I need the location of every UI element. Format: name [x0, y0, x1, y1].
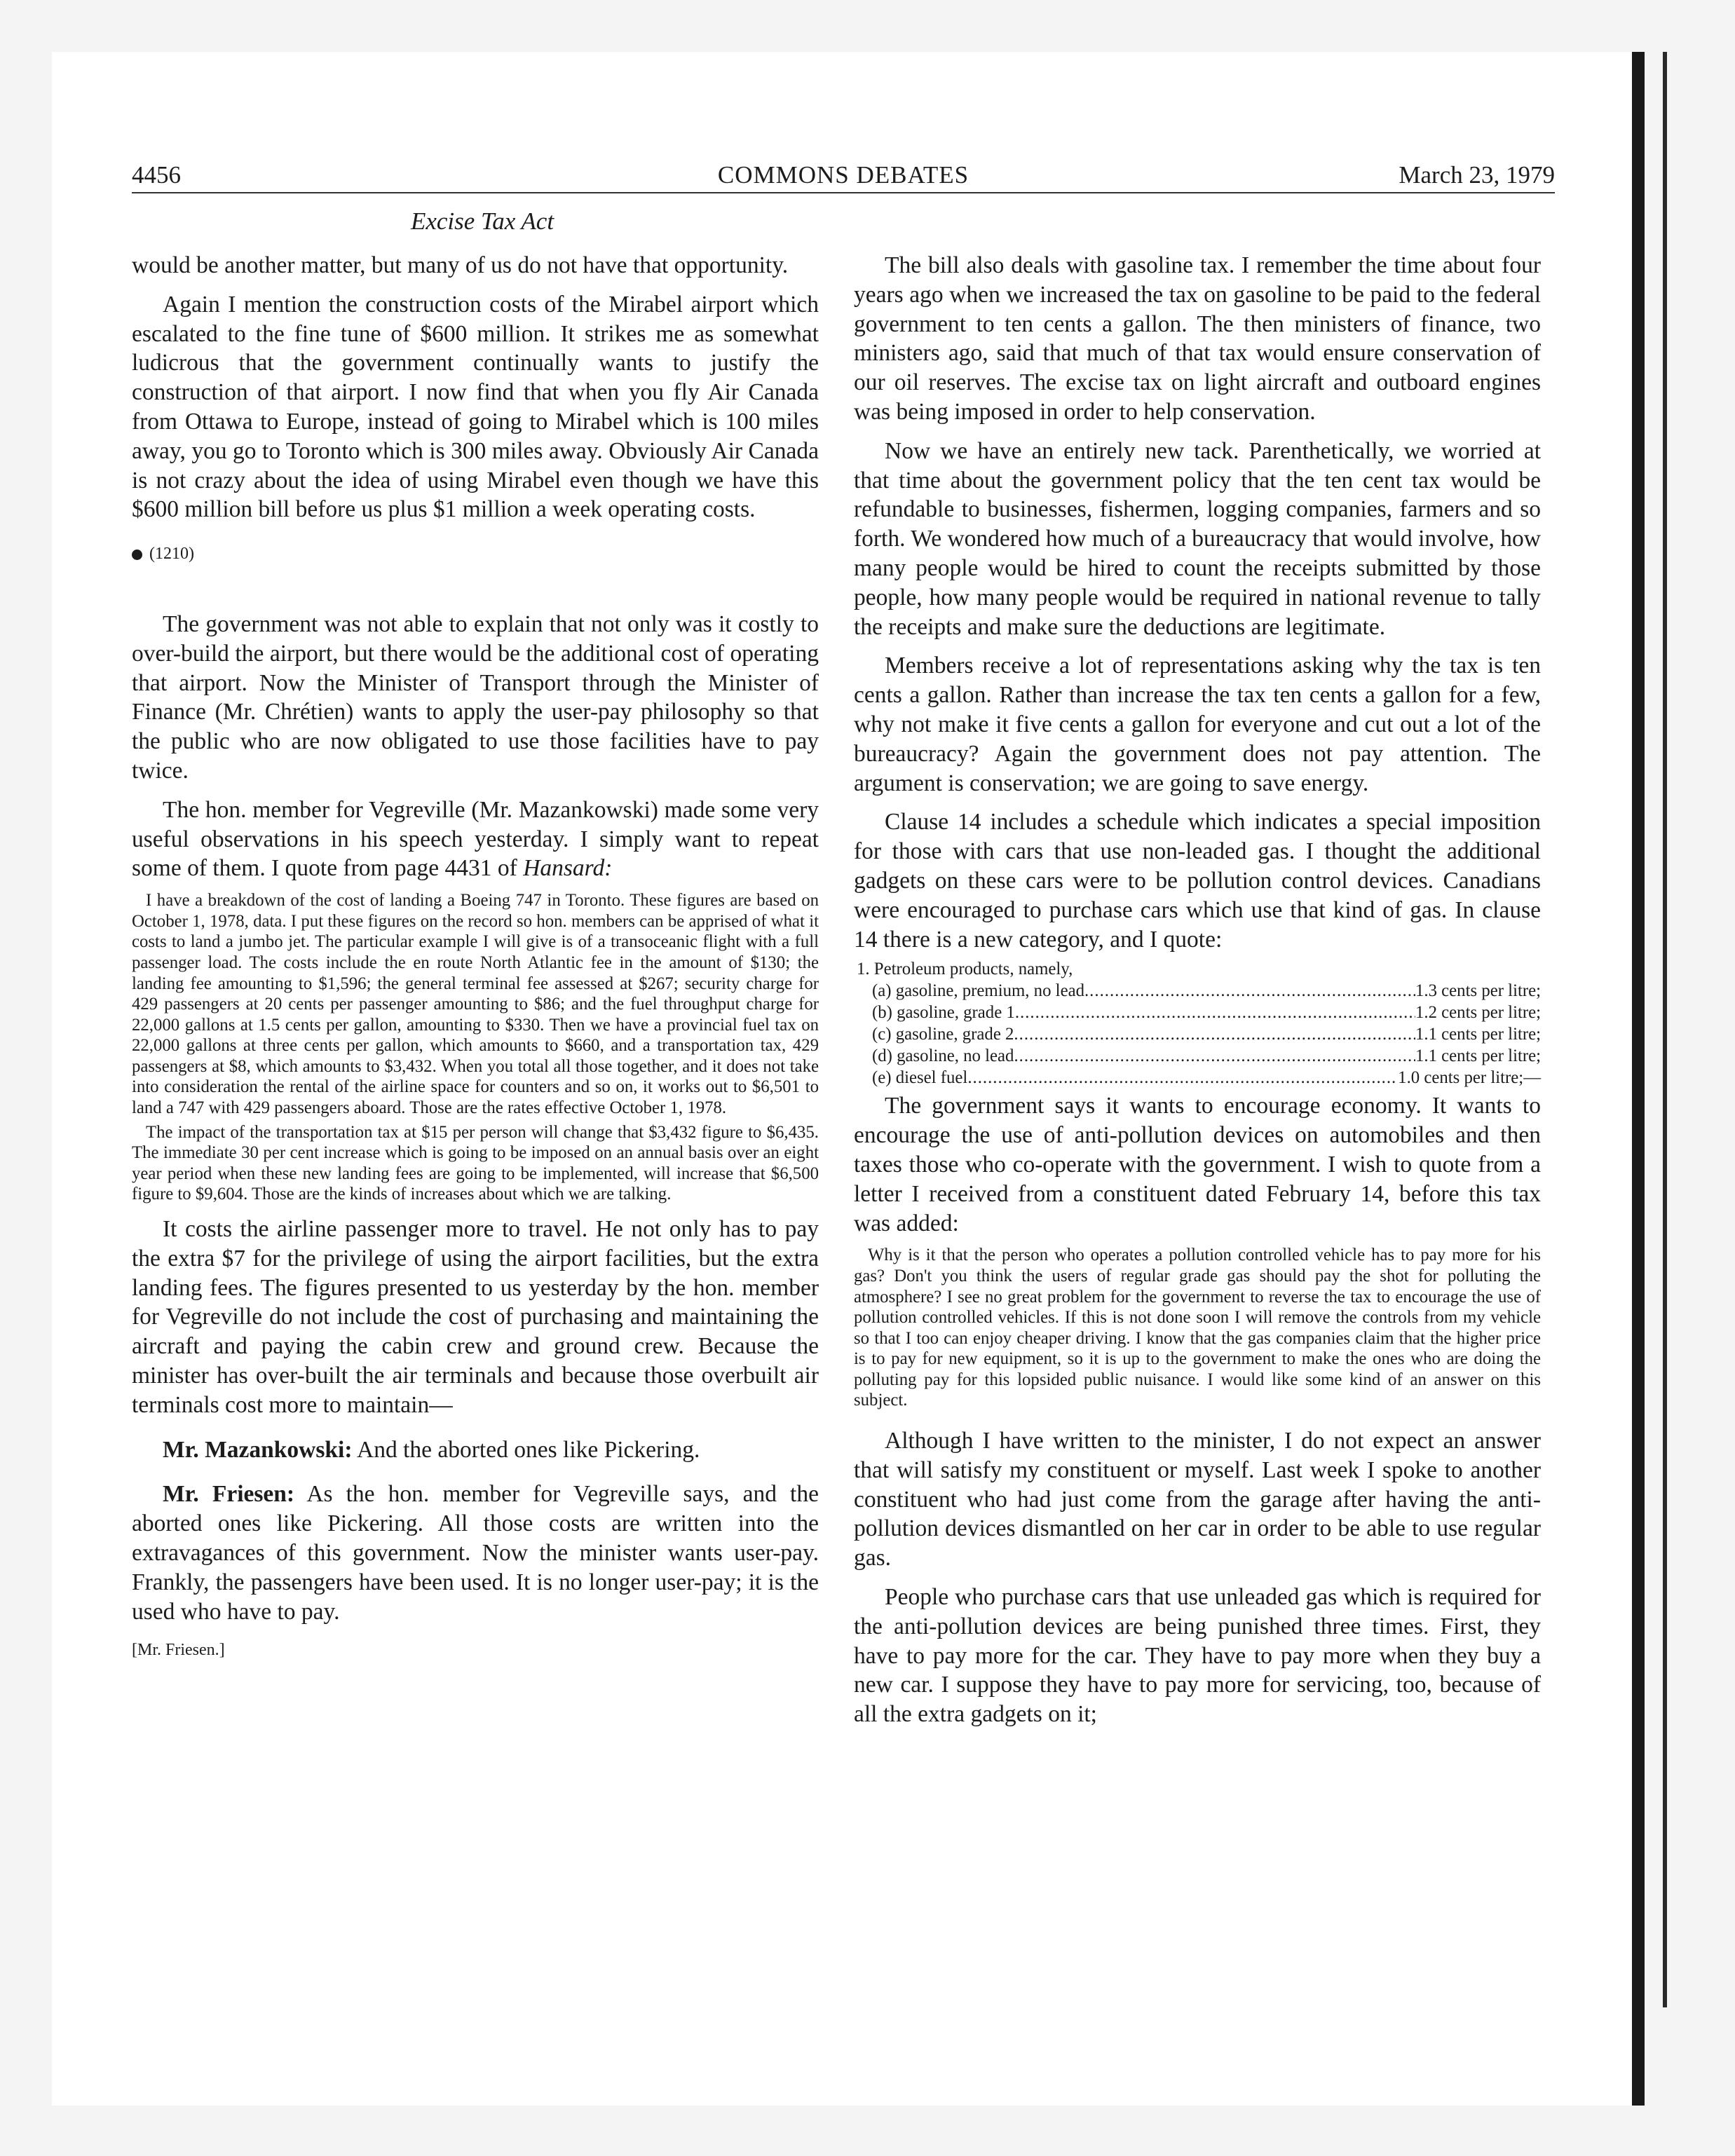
section-subheading: Excise Tax Act — [410, 207, 554, 235]
page-date: March 23, 1979 — [1399, 161, 1555, 189]
schedule-item: (c) gasoline, grade 2 — [872, 1025, 1014, 1044]
paragraph: The bill also deals with gasoline tax. I remember the time about four years ago when we increased the tax on gasoline to be paid to the federal government to ten cents a gallon. The then ministers of finance, two ministers ago, said that much of that tax would ensure conservation of our oil reserves. The excise tax on light aircraft and outboard engines was being imposed in order to help conservation. — [854, 252, 1541, 425]
time-marker-label: (1210) — [149, 545, 194, 564]
page-number: 4456 — [132, 161, 181, 189]
paragraph: would be another matter, but many of us do not have that opportunity. — [132, 252, 789, 278]
publication-title: COMMONS DEBATES — [717, 161, 969, 189]
speaker-name: Mr. Friesen: — [163, 1481, 295, 1508]
block-quote — [132, 890, 819, 1205]
hansard-reference: Hansard: — [523, 855, 613, 882]
schedule-row — [872, 1067, 1541, 1089]
paragraph — [132, 796, 819, 883]
paragraph: Again I mention the construction costs of the Mirabel airport which escalated to the fine tune of $600 million. It strikes me as somewhat ludicrous that the government continually wants to justify the construction of that airport. I now find that when you fly Air Canada from Ottawa to Europe, instead of going to Mirabel which is 100 miles away, you go to Toronto which is 300 miles away. Obviously Air Canada is not crazy about the idea of using Mirabel even though we have this $600 million bill before us plus $1 million a week operating costs. — [132, 291, 819, 523]
schedule-item: (d) gasoline, no lead — [872, 1046, 1014, 1066]
paragraph: Clause 14 includes a schedule which indicates a special imposition for those with cars that use non-leaded gas. I thought the additional gadgets on these cars were to be pollution control devices. Canadians were encouraged to purchase cars which use that kind of gas. In clause 14 there is a new category, and I quote: — [854, 809, 1541, 953]
running-header — [132, 161, 1555, 193]
schedule-intro: 1. Petroleum products, namely, — [857, 960, 1073, 979]
scan-edge-line — [1663, 52, 1667, 2007]
quote-paragraph: The impact of the transportation tax at $15 per person will change that $3,432 figure to $6,435. The immediate 30 per cent increase which is going to be imposed on an annual basis over an eight year period when these new landing fees are going to be implemented, will increase that $6,500 figure to $9,604. Those are the kinds of increases about which we are talking. — [132, 1122, 819, 1204]
leader-dots — [1084, 980, 1415, 1002]
paragraph: It costs the airline passenger more to travel. He not only has to pay the extra $7 for the privilege of using the airport facilities, but the extra landing fees. The figures presented to us yesterday by the hon. member for Vegreville do not include the cost of purchasing and maintaining the aircraft and paying the cabin crew and ground crew. Because the minister has over-built the air terminals and because those overbuilt air terminals cost more to maintain— — [132, 1216, 819, 1418]
quote-paragraph: I have a breakdown of the cost of landing a Boeing 747 in Toronto. These figures are based on October 1, 1978, data. I put these figures on the record so hon. members can be apprised of what it costs to land a jumbo jet. The particular example I will give is of a transoceanic flight with a full passenger load. The costs include the en route North Atlantic fee in the amount of $130; the landing fee amounting to $1,596; the general terminal fee assessed at $267; security charge for 429 passengers at 20 cents per passenger amounting to $86; and the fuel throughput charge for 22,000 gallons at 1.5 cents per gallon, amounting to $330. Then we have a provincial fuel tax on 22,000 gallons at three cents per gallon, which amounts to $660, and a transportation tax, 429 passengers at $8, which amounts to $3,432. When you total all those together, and it does not take into consideration the rental of the airline space for counters and so on, it works out to $6,501 to land a 747 with 429 passengers aboard. Those are the rates effective October 1, 1978. — [132, 891, 819, 1118]
paragraph-text: The hon. member for Vegreville (Mr. Mazankowski) made some very useful observations in his speech yesterday. I simply want to repeat some of them. I quote from page 4431 of — [132, 796, 819, 882]
time-marker — [132, 540, 819, 569]
speaker-text: As the hon. member for Vegreville says, and the aborted ones like Pickering. All those costs are written into the extravagances of this government. Now the minister wants user-pay. Frankly, the passengers have been used. It is no longer user-pay; it is the used who have to pay. — [132, 1481, 819, 1625]
paragraph: The government was not able to explain that not only was it costly to over-build the airport, but there would be the additional cost of operating that airport. Now the Minister of Transport through the Minister of Finance (Mr. Chrétien) wants to apply the user-pay philosophy so that the public who are now obligated to use those facilities have to pay twice. — [132, 610, 819, 784]
speaker-paragraph — [132, 1480, 819, 1626]
schedule-item: (e) diesel fuel — [872, 1068, 968, 1088]
scan-edge-bar — [1632, 52, 1645, 2106]
schedule-row — [872, 1045, 1541, 1067]
speaker-citation: [Mr. Friesen.] — [132, 1641, 225, 1660]
left-column — [132, 251, 819, 1665]
schedule-rate: 1.1 cents per litre; — [1415, 1025, 1541, 1044]
paragraph: Although I have written to the minister, I do not expect an answer that will satisfy my constituent or myself. Last week I spoke to another constituent who had just come from the garage after having the anti-pollution devices dismantled on her car in order to be able to use regular gas. — [854, 1428, 1541, 1571]
speaker-name: Mr. Mazankowski: — [163, 1436, 353, 1463]
schedule-item: (a) gasoline, premium, no lead — [872, 981, 1084, 1001]
leader-dots — [1014, 1045, 1415, 1067]
leader-dots — [1014, 1023, 1415, 1045]
paragraph: People who purchase cars that use unleaded gas which is required for the anti-pollution devices are being punished three times. First, they have to pay more for the car. They have to pay more when they buy a new car. I suppose they have to pay more for servicing, too, because of all the extra gadgets on it; — [854, 1584, 1541, 1728]
schedule-row — [872, 1002, 1541, 1023]
right-column — [854, 251, 1541, 1739]
schedule-row — [872, 980, 1541, 1002]
paragraph: The government says it wants to encourage economy. It wants to encourage the use of anti-pollution devices on automobiles and then taxes those who co-operate with the government. I wish to quote from a letter I received from a constituent dated February 14, before this tax was added: — [854, 1093, 1541, 1236]
schedule-rate: 1.3 cents per litre; — [1415, 981, 1541, 1001]
leader-dots — [967, 1067, 1398, 1089]
schedule-rate: 1.1 cents per litre; — [1415, 1046, 1541, 1066]
speaker-text: And the aborted ones like Pickering. — [357, 1436, 700, 1463]
block-quote — [854, 1245, 1541, 1411]
schedule-rate: 1.2 cents per litre; — [1415, 1003, 1541, 1023]
tax-schedule — [854, 958, 1541, 1089]
schedule-item: (b) gasoline, grade 1 — [872, 1003, 1015, 1023]
paragraph: Members receive a lot of representations asking why the tax is ten cents a gallon. Rather than increase the tax ten cents a gallon for a few, why not make it five cents a gallon for everyone and cut out a lot of the bureaucracy? Again the government does not pay attention. The argument is conservation; we are going to save energy. — [854, 653, 1541, 796]
schedule-rate: 1.0 cents per litre;— — [1398, 1068, 1541, 1088]
schedule-row — [872, 1023, 1541, 1045]
speaker-paragraph — [132, 1435, 819, 1465]
leader-dots — [1015, 1002, 1415, 1023]
quote-paragraph: Why is it that the person who operates a pollution controlled vehicle has to pay more for his gas? Don't you think the users of regular grade gas should pay the shot for polluting the atmosphere? I see no great problem for the government to reverse the tax to encourage the use of pollution controlled vehicles. If this is not done soon I will remove the controls from my vehicle so that I too can enjoy cheaper driving. I know that the gas companies claim that the higher price is to pay for new equipment, so it is up to the government to make the ones who are doing the polluting pay for this lopsided public nuisance. I would like some kind of an answer on this subject. — [854, 1246, 1541, 1410]
bullet-icon — [132, 550, 142, 560]
paragraph: Now we have an entirely new tack. Parenthetically, we worried at that time about the government policy that the ten cent tax would be refundable to businesses, fishermen, logging companies, farmers and so forth. We wondered how much of a bureaucracy that would involve, how many people would be hired to count the receipts submitted by those people, how many people would be required in national revenue to tally the receipts and make sure the deductions are legitimate. — [854, 437, 1541, 640]
